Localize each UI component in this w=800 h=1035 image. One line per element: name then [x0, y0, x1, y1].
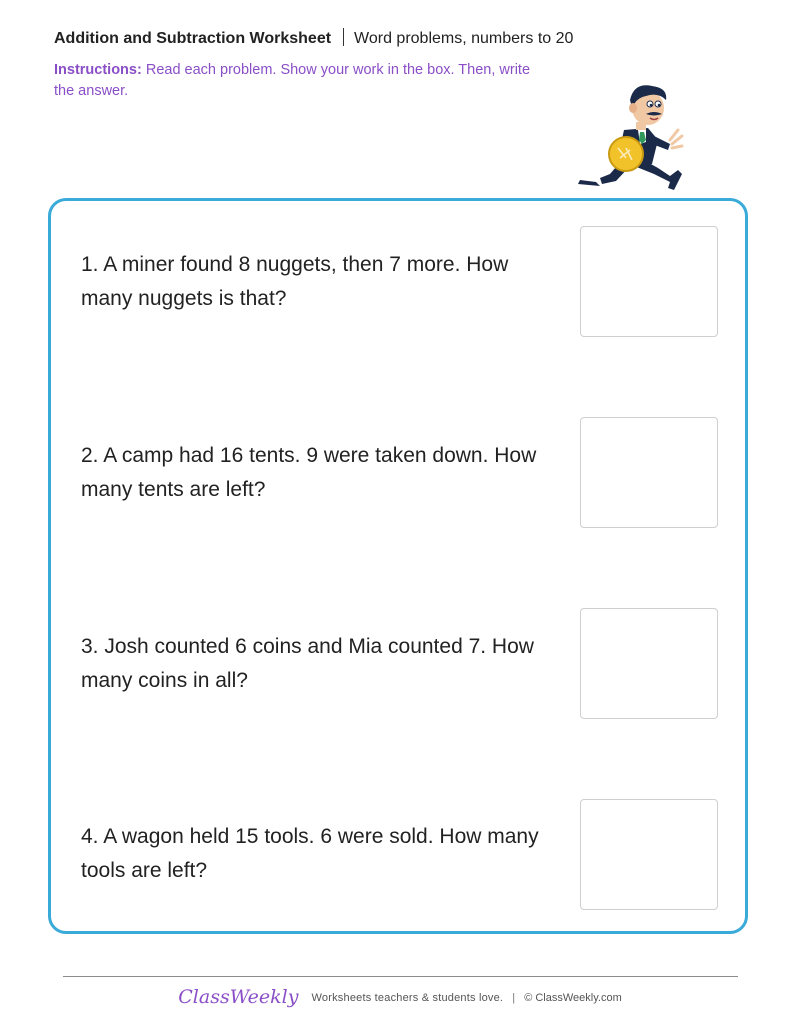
footer-tagline: Worksheets teachers & students love. [311, 992, 504, 1004]
problem-1: 1. A miner found 8 nuggets, then 7 more. How many nuggets is that? [81, 253, 509, 310]
worksheet-subtitle: Word problems, numbers to 20 [354, 30, 574, 47]
answer-box-3[interactable] [580, 608, 718, 719]
footer-separator: | [512, 992, 516, 1004]
footer [0, 986, 800, 1008]
instructions [54, 60, 544, 102]
brand-logo: ClassWeekly [178, 986, 299, 1008]
running-man-with-coin-icon [574, 78, 696, 196]
worksheet-header [54, 28, 573, 49]
problem-2: 2. A camp had 16 tents. 9 were taken down. How many tents are left? [81, 444, 537, 501]
problem-4: 4. A wagon held 15 tools. 6 were sold. How many tools are left? [81, 825, 539, 882]
worksheet-title: Addition and Subtraction Worksheet [54, 30, 332, 47]
instructions-lead: Instructions: [54, 62, 142, 78]
answer-box-4[interactable] [580, 799, 718, 910]
answer-box-2[interactable] [580, 417, 718, 528]
problem-3: 3. Josh counted 6 coins and Mia counted 7. How many coins in all? [81, 635, 534, 692]
header-divider [343, 28, 344, 46]
footer-divider [63, 976, 738, 977]
footer-copyright: © ClassWeekly.com [524, 992, 622, 1004]
instructions-text: Read each problem. Show your work in the box. Then, write the answer. [54, 62, 531, 99]
answer-box-1[interactable] [580, 226, 718, 337]
